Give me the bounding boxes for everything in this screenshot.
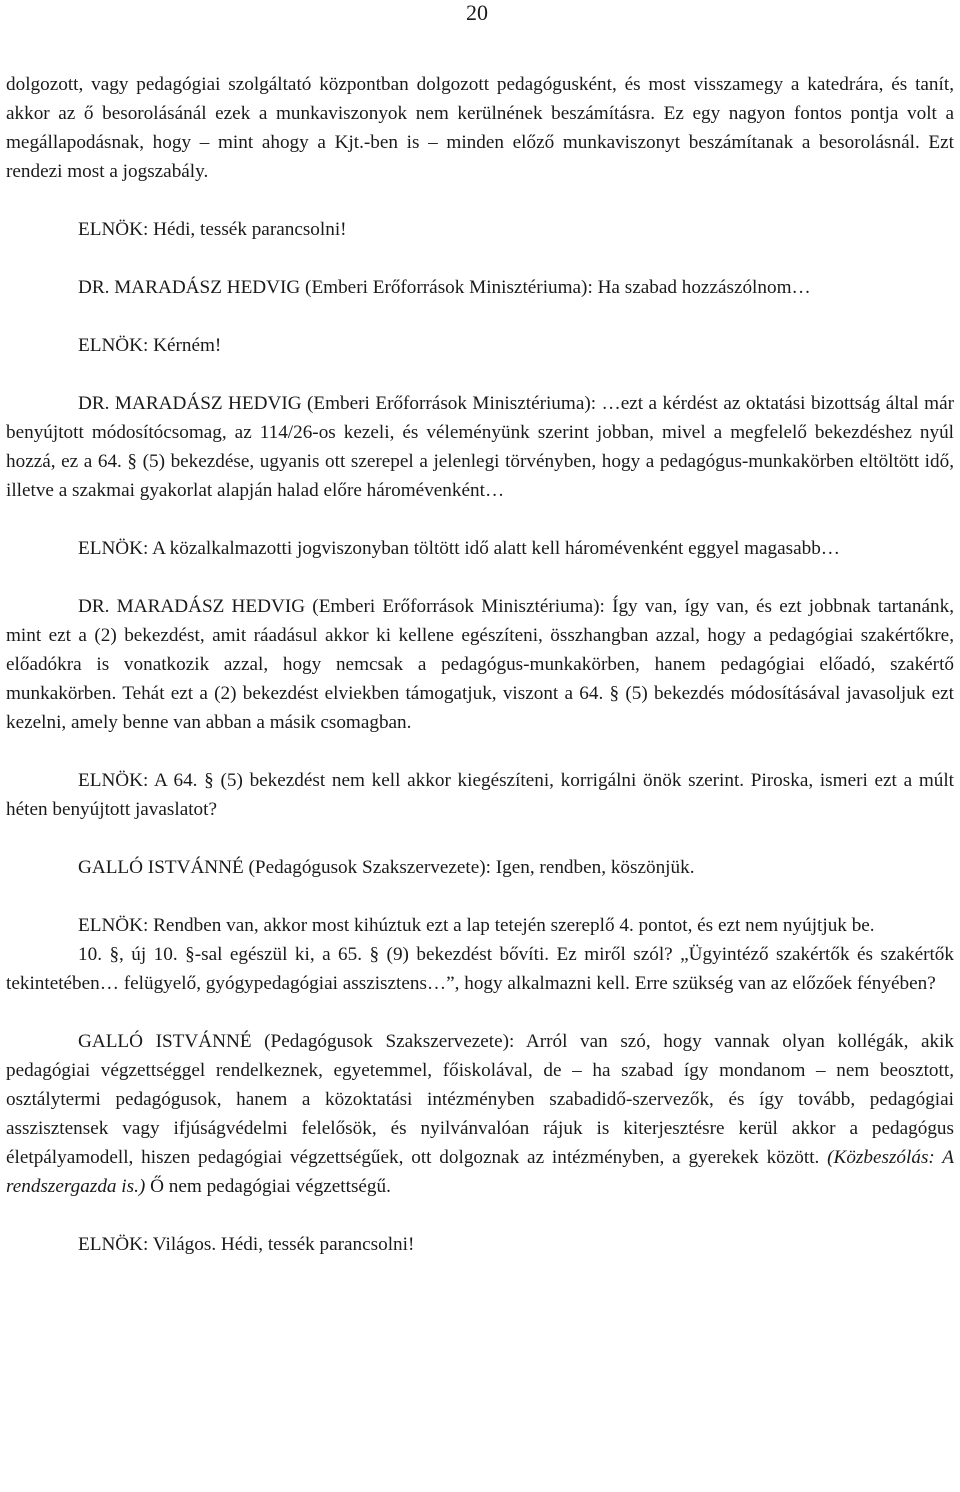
- paragraph-maradasz-request: DR. MARADÁSZ HEDVIG (Emberi Erőforrások Minisztériuma): Ha szabad hozzászólnom…: [78, 277, 811, 298]
- paragraph-maradasz-explanation: DR. MARADÁSZ HEDVIG (Emberi Erőforrások Minisztériuma): …ezt a kérdést az oktatási bizottság által már benyújtott módosítócsomag, az 114/26-os kezeli, és véleményünk szerint jobban, mivel a megfelelő bekezdéshez nyúl hozzá, ez a 64. § (5) bekezdése, ugyanis ott szerepel a jelenlegi törvényben, hogy a pedagógus-munkakörben eltöltött idő, illetve a szakmai gyakorlat alapján halad előre háromévenként…: [6, 393, 954, 501]
- paragraph-gallo-explanation: [6, 1027, 954, 1201]
- page-number: 20: [466, 0, 488, 25]
- paragraph-chair-final: ELNÖK: Világos. Hédi, tessék parancsolni!: [78, 1234, 415, 1255]
- paragraph-chair-invite: ELNÖK: Hédi, tessék parancsolni!: [78, 219, 347, 240]
- paragraph-chair-removal: ELNÖK: Rendben van, akkor most kihúztuk ezt a lap tetején szereplő 4. pontot, és ezt nem nyújtjuk be.: [78, 915, 875, 936]
- paragraph-chair-clarification: ELNÖK: A közalkalmazotti jogviszonyban töltött idő alatt kell háromévenként eggyel magasabb…: [78, 538, 840, 559]
- gallo-text-after: Ő nem pedagógiai végzettségű.: [145, 1176, 391, 1197]
- paragraph-gallo-confirm: GALLÓ ISTVÁNNÉ (Pedagógusok Szakszervezete): Igen, rendben, köszönjük.: [78, 857, 695, 878]
- paragraph-chair-section-10: 10. §, új 10. §-sal egészül ki, a 65. § (9) bekezdést bővíti. Ez miről szól? „Ügyintéző szakértők és szakértők tekintetében… felügyelő, gyógypedagógiai asszisztens…”, hogy alkalmazni kell. Erre szükség van az előzőek fényében?: [6, 944, 954, 994]
- paragraph-chair-please: ELNÖK: Kérném!: [78, 335, 222, 356]
- paragraph-chair-question: ELNÖK: A 64. § (5) bekezdést nem kell akkor kiegészíteni, korrigálni önök szerint. Piroska, ismeri ezt a múlt héten benyújtott javaslatot?: [6, 770, 954, 820]
- document-body: [6, 70, 954, 1259]
- gallo-text-before: GALLÓ ISTVÁNNÉ (Pedagógusok Szakszervezete): Arról van szó, hogy vannak olyan kollégák, akik pedagógiai végzettséggel rendelkeznek, egyetemmel, főiskolával, de – ha szabad így mondanom – nem beosztott, osztálytermi pedagógusok, hanem a közoktatási intézményben szabadidő-szervezők, és így tovább, pedagógiai asszisztensek vagy ifjúságvédelmi felelősök, és nyilvánvalóan rájuk is kiterjesztésre kerül akkor a pedagógus életpályamodell, hiszen pedagógiai végzettségűek, ott dolgoznak az intézményben, a gyerekek között.: [6, 1031, 954, 1168]
- interjection-italic: (Közbeszólás: A rendszergazda is.): [6, 1147, 954, 1197]
- paragraph-maradasz-agreement: DR. MARADÁSZ HEDVIG (Emberi Erőforrások Minisztériuma): Így van, így van, és ezt jobbnak tartanánk, mint ezt a (2) bekezdést, amit ráadásul akkor ki kellene egészíteni, összhangban azzal, hogy a pedagógiai szakértőkre, előadókra is vonatkozik azzal, hogy nemcsak a pedagógus-munkakörben, hanem pedagógiai előadó, szakértő munkakörben. Tehát ezt a (2) bekezdést elviekben támogatjuk, viszont a 64. § (5) bekezdés módosításával javasoljuk ezt kezelni, amely benne van abban a másik csomagban.: [6, 596, 954, 733]
- paragraph-continuation: dolgozott, vagy pedagógiai szolgáltató központban dolgozott pedagógusként, és most visszamegy a katedrára, és tanít, akkor az ő besorolásánál ezek a munkaviszonyok nem kerülnének beszámításra. Ez egy nagyon fontos pontja volt a megállapodásnak, hogy – mint ahogy a Kjt.-ben is – minden előző munkaviszonyt beszámítanak a besorolásnál. Ezt rendezi most a jogszabály.: [6, 74, 954, 182]
